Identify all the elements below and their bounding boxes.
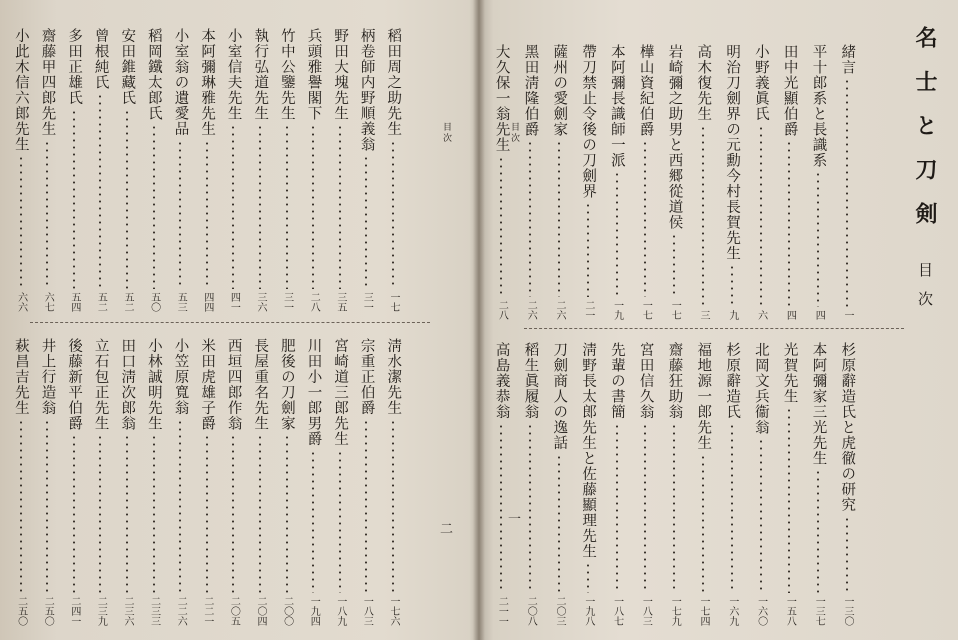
toc-entry — [384, 338, 402, 626]
dot-leader — [232, 124, 234, 289]
toc-entry-title: 柄卷師内野順義翁 — [358, 28, 375, 152]
dot-leader — [286, 434, 288, 593]
toc-entry — [278, 338, 296, 626]
toc-entry-page: 四 — [784, 310, 796, 320]
dot-leader — [365, 155, 367, 289]
toc-entry-page: 二一一 — [496, 596, 508, 626]
toc-entry-page: 二〇四 — [255, 596, 266, 626]
dot-leader — [702, 454, 704, 594]
dot-leader — [587, 562, 589, 593]
toc-entry-title: 西垣四郎作翁 — [225, 338, 242, 431]
toc-entry-title: 萩昌吉先生 — [12, 338, 29, 416]
toc-entry — [65, 28, 83, 312]
dot-leader — [179, 419, 181, 594]
toc-entry — [521, 44, 539, 320]
toc-entry-page: 五四 — [68, 292, 80, 312]
toc-entry-title: 長屋重名先生 — [252, 338, 269, 431]
toc-entry — [579, 342, 597, 626]
dot-leader — [673, 423, 675, 594]
dot-leader — [73, 434, 75, 593]
toc-entry-title: 福地源一郎先生 — [695, 342, 712, 451]
toc-entry-page: 一五八 — [784, 596, 796, 626]
dot-leader — [99, 434, 101, 593]
toc-entry-title: 米田虎雄子爵 — [199, 338, 216, 431]
dot-leader — [365, 419, 367, 594]
toc-entry-page: 一八三 — [361, 596, 373, 626]
toc-entry-page: 一七 — [669, 300, 681, 320]
dot-leader — [20, 419, 22, 594]
toc-entry-title: 淸野長太郎先生と佐藤顯理先生 — [580, 342, 597, 559]
toc-entry — [636, 44, 654, 320]
right-page — [480, 0, 958, 640]
toc-entry-page: 三五 — [334, 292, 346, 312]
toc-entry-page: 一七 — [640, 300, 652, 320]
toc-entry-title: 小室翁の遺愛品 — [172, 28, 189, 137]
toc-entry-page: 二六 — [525, 300, 537, 320]
toc-entry-title: 本阿彌琳雅先生 — [199, 28, 216, 137]
dot-leader — [760, 438, 762, 593]
toc-entry — [694, 44, 712, 320]
toc-entry — [91, 28, 109, 312]
toc-entry — [780, 44, 798, 320]
toc-entry-title: 稻田周之助先生 — [385, 28, 402, 137]
toc-entry-page: 二四一 — [68, 596, 80, 626]
toc-entry-title: 先輩の書簡 — [608, 342, 625, 420]
dot-leader — [179, 140, 181, 290]
toc-entry — [838, 44, 856, 320]
toc-entry-page: 二三六 — [122, 596, 133, 626]
toc-entry-page: 二〇五 — [228, 596, 240, 626]
dot-leader — [846, 78, 848, 307]
toc-entry-title: 宗重正伯爵 — [358, 338, 375, 416]
toc-entry-page: 二〇〇 — [281, 596, 293, 626]
toc-entry-title: 光賀先生 — [781, 342, 798, 404]
toc-entry-title: 大久保一翁先生 — [493, 44, 510, 153]
dot-leader — [500, 423, 502, 594]
toc-entry-page: 一三〇 — [842, 596, 853, 626]
toc-entry-page: 二六 — [554, 300, 565, 320]
toc-entry-title: 齋藤甲四郎先生 — [39, 28, 56, 137]
dot-leader — [788, 407, 790, 593]
toc-entry-page: 二〇八 — [525, 596, 537, 626]
toc-entry-title: 杉原辭造氏と虎徹の研究 — [839, 342, 856, 513]
toc-entry-title: 多田正雄氏 — [66, 28, 83, 106]
toc-entry — [579, 44, 597, 320]
toc-entry — [198, 28, 216, 312]
toc-entry — [809, 342, 827, 626]
toc-entry-title: 田口淸次郎翁 — [119, 338, 136, 431]
toc-entry-title: 宮崎道三郎先生 — [332, 338, 349, 447]
dot-leader — [500, 156, 502, 298]
toc-entry-title: 田中光顯伯爵 — [781, 44, 798, 137]
toc-entry-page: 一九 — [611, 300, 623, 320]
toc-entry — [118, 338, 136, 626]
toc-entry-title: 小笠原寬翁 — [172, 338, 189, 416]
dot-leader — [731, 423, 733, 594]
toc-entry-page: 二二一 — [201, 596, 213, 626]
toc-entry-page: 一七四 — [698, 596, 709, 626]
toc-entry-page: 一六〇 — [755, 596, 767, 626]
dot-leader — [206, 434, 208, 593]
toc-entry-title: 曾根純氏 — [92, 28, 109, 90]
toc-entry-page: 四一 — [228, 292, 240, 312]
dot-leader — [616, 423, 618, 594]
dot-leader — [153, 434, 155, 593]
toc-entry — [198, 338, 216, 626]
toc-entry — [357, 28, 375, 312]
toc-entry-page: 二二六 — [175, 596, 187, 626]
dot-leader — [529, 423, 531, 594]
toc-entry-title: 川田小一郎男爵 — [305, 338, 322, 447]
toc-entry — [171, 338, 189, 626]
toc-entry-title: 小室信夫先生 — [225, 28, 242, 121]
section-divider — [524, 328, 904, 329]
dot-leader — [644, 140, 646, 297]
dot-leader — [20, 155, 22, 289]
toc-entry-title: 安田錐藏氏 — [119, 28, 136, 106]
toc-entry — [357, 338, 375, 626]
dot-leader — [731, 264, 733, 307]
toc-entry-page: 一 — [842, 310, 853, 320]
toc-entry — [278, 28, 296, 312]
toc-entry-page: 五二 — [95, 292, 107, 312]
dot-leader — [73, 109, 75, 290]
toc-entry-page: 九 — [726, 310, 738, 320]
toc-entry — [331, 338, 349, 626]
dot-leader — [760, 125, 762, 308]
toc-entry — [838, 342, 856, 626]
toc-entry-title: 淸水潔先生 — [385, 338, 402, 416]
toc-entry-page: 一九八 — [582, 596, 594, 626]
toc-entry — [694, 342, 712, 626]
dot-leader — [339, 124, 341, 289]
toc-entry-page: 一七六 — [388, 596, 399, 626]
page-folio-left: 二 — [440, 522, 454, 537]
toc-entry — [12, 28, 30, 312]
toc-entry-title: 帶刀禁止令後の刀劍界 — [580, 44, 597, 199]
dot-leader — [126, 434, 128, 593]
toc-entry-page: 一八三 — [640, 596, 652, 626]
toc-entry — [752, 44, 770, 320]
toc-entry-title: 杉原辭造氏 — [724, 342, 741, 420]
toc-entry-title: 井上行造翁 — [39, 338, 56, 416]
toc-entry-page: 一八九 — [334, 596, 346, 626]
dot-leader — [392, 419, 394, 594]
toc-entry — [723, 342, 741, 626]
dot-leader — [817, 469, 819, 593]
running-head: 目次 — [509, 122, 519, 144]
toc-entry-page: 二三三 — [148, 596, 160, 626]
dot-leader — [392, 140, 394, 290]
toc-entry-title: 薩州の愛劍家 — [551, 44, 568, 137]
toc-entry-title: 高木復先生 — [695, 44, 712, 122]
toc-entry — [665, 342, 683, 626]
toc-entry-title: 黑田淸隆伯爵 — [522, 44, 539, 137]
section-divider — [30, 322, 430, 323]
contents-label: 目次 — [916, 262, 934, 320]
toc-entry-page: 一八七 — [611, 596, 623, 626]
toc-entry-page: 四 — [813, 310, 825, 320]
toc-entry — [521, 342, 539, 626]
dot-leader — [644, 423, 646, 594]
toc-entry-title: 野田大塊先生 — [332, 28, 349, 121]
toc-entry — [38, 28, 56, 312]
toc-entry-page: 三六 — [255, 292, 266, 312]
dot-leader — [46, 419, 48, 594]
toc-entry-title: 刀劍商人の逸話 — [551, 342, 568, 451]
dot-leader — [259, 124, 261, 289]
toc-entry-page: 六 — [755, 310, 767, 320]
toc-entry-page: 二三九 — [95, 596, 107, 626]
dot-leader — [673, 233, 675, 297]
toc-entry-page: 二八 — [496, 300, 508, 320]
toc-entry-page: 三一 — [281, 292, 293, 312]
toc-entry-title: 樺山資紀伯爵 — [637, 44, 654, 137]
toc-entry-title: 齋藤狂助翁 — [666, 342, 683, 420]
page-folio-right: 一 — [508, 512, 522, 527]
dot-leader — [46, 140, 48, 290]
toc-entry-title: 緒言 — [839, 44, 856, 75]
dot-leader — [846, 516, 848, 594]
toc-entry — [492, 342, 510, 626]
dot-leader — [587, 202, 589, 297]
dot-leader — [702, 125, 704, 308]
dot-leader — [206, 140, 208, 290]
toc-entry-page: 二〇三 — [554, 596, 565, 626]
toc-entry — [550, 342, 568, 626]
toc-entry-page: 二一 — [582, 300, 594, 320]
toc-entry — [145, 28, 163, 312]
dot-leader — [788, 140, 790, 307]
dot-leader — [232, 434, 234, 593]
toc-entry-page: 六六 — [15, 292, 27, 312]
toc-entry-title: 小林誠明先生 — [145, 338, 162, 431]
dot-leader — [126, 109, 128, 290]
dot-leader — [339, 450, 341, 594]
toc-entry-page: 一七 — [388, 292, 399, 312]
toc-entry-title: 後藤新平伯爵 — [66, 338, 83, 431]
toc-entry-page: 一六九 — [726, 596, 738, 626]
dot-leader — [153, 124, 155, 289]
toc-entry-page: 三 — [698, 310, 709, 320]
book-gutter — [473, 0, 485, 640]
toc-entry — [809, 44, 827, 320]
toc-entry — [492, 44, 510, 320]
toc-entry-page: 二五〇 — [42, 596, 54, 626]
toc-entry-page: 四四 — [201, 292, 213, 312]
toc-entry-title: 執行弘道先生 — [252, 28, 269, 121]
toc-entry-title: 高島義恭翁 — [493, 342, 510, 420]
toc-entry — [304, 338, 322, 626]
toc-entry — [723, 44, 741, 320]
toc-entry — [224, 28, 242, 312]
toc-entry-title: 本阿彌長識師一派 — [608, 44, 625, 168]
toc-entry-title: 北岡文兵衞翁 — [752, 342, 769, 435]
toc-entry-title: 肥後の刀劍家 — [278, 338, 295, 431]
toc-entry — [251, 28, 269, 312]
dot-leader — [259, 434, 261, 593]
dot-leader — [616, 171, 618, 297]
toc-entry-page: 二五〇 — [15, 596, 27, 626]
toc-entry-title: 小此木信六郎先生 — [12, 28, 29, 152]
toc-entry-page: 一九四 — [308, 596, 320, 626]
toc-entry-page: 一七九 — [669, 596, 681, 626]
toc-entry — [65, 338, 83, 626]
toc-entry — [384, 28, 402, 312]
toc-entry — [665, 44, 683, 320]
toc-entry-page: 一三七 — [813, 596, 825, 626]
toc-entry — [251, 338, 269, 626]
toc-entry-title: 兵頭雅譽閣下 — [305, 28, 322, 121]
left-page — [0, 0, 478, 640]
toc-entry — [331, 28, 349, 312]
toc-entry-title: 竹中公鑒先生 — [278, 28, 295, 121]
dot-leader — [312, 450, 314, 594]
toc-entry-title: 稻生眞履翁 — [522, 342, 539, 420]
toc-entry — [224, 338, 242, 626]
dot-leader — [558, 454, 560, 594]
toc-entry-page: 六七 — [42, 292, 54, 312]
toc-entry-title: 岩崎彌之助男と西郷從道侯 — [666, 44, 683, 230]
toc-entry-title: 平十郎系と長識系 — [810, 44, 827, 168]
toc-entry-page: 五〇 — [148, 292, 160, 312]
toc-entry-title: 立石包正先生 — [92, 338, 109, 431]
toc-entry-page: 三一 — [361, 292, 373, 312]
dot-leader — [312, 124, 314, 289]
book-title: 名士と刀剣 — [912, 26, 938, 246]
dot-leader — [286, 124, 288, 289]
toc-entry — [550, 44, 568, 320]
toc-entry — [171, 28, 189, 312]
toc-entry-title: 宮田信久翁 — [637, 342, 654, 420]
toc-entry-title: 稻岡鐵太郎氏 — [145, 28, 162, 121]
dot-leader — [99, 93, 101, 289]
toc-entry — [608, 44, 626, 320]
toc-entry — [780, 342, 798, 626]
toc-entry-title: 本阿彌家三光先生 — [810, 342, 827, 466]
toc-entry — [12, 338, 30, 626]
toc-entry — [752, 342, 770, 626]
toc-entry — [304, 28, 322, 312]
toc-entry — [38, 338, 56, 626]
toc-entry-page: 五二 — [122, 292, 133, 312]
toc-entry — [145, 338, 163, 626]
dot-leader — [529, 140, 531, 297]
toc-entry — [636, 342, 654, 626]
dot-leader — [817, 171, 819, 307]
toc-entry — [118, 28, 136, 312]
toc-entry-page: 五三 — [175, 292, 187, 312]
dot-leader — [558, 140, 560, 297]
toc-entry-title: 明治刀劍界の元勳今村長賀先生 — [724, 44, 741, 261]
toc-entry-title: 小野義眞氏 — [752, 44, 769, 122]
toc-entry-page: 二八 — [308, 292, 320, 312]
toc-entry — [608, 342, 626, 626]
toc-entry — [91, 338, 109, 626]
running-head: 目次 — [441, 122, 451, 144]
